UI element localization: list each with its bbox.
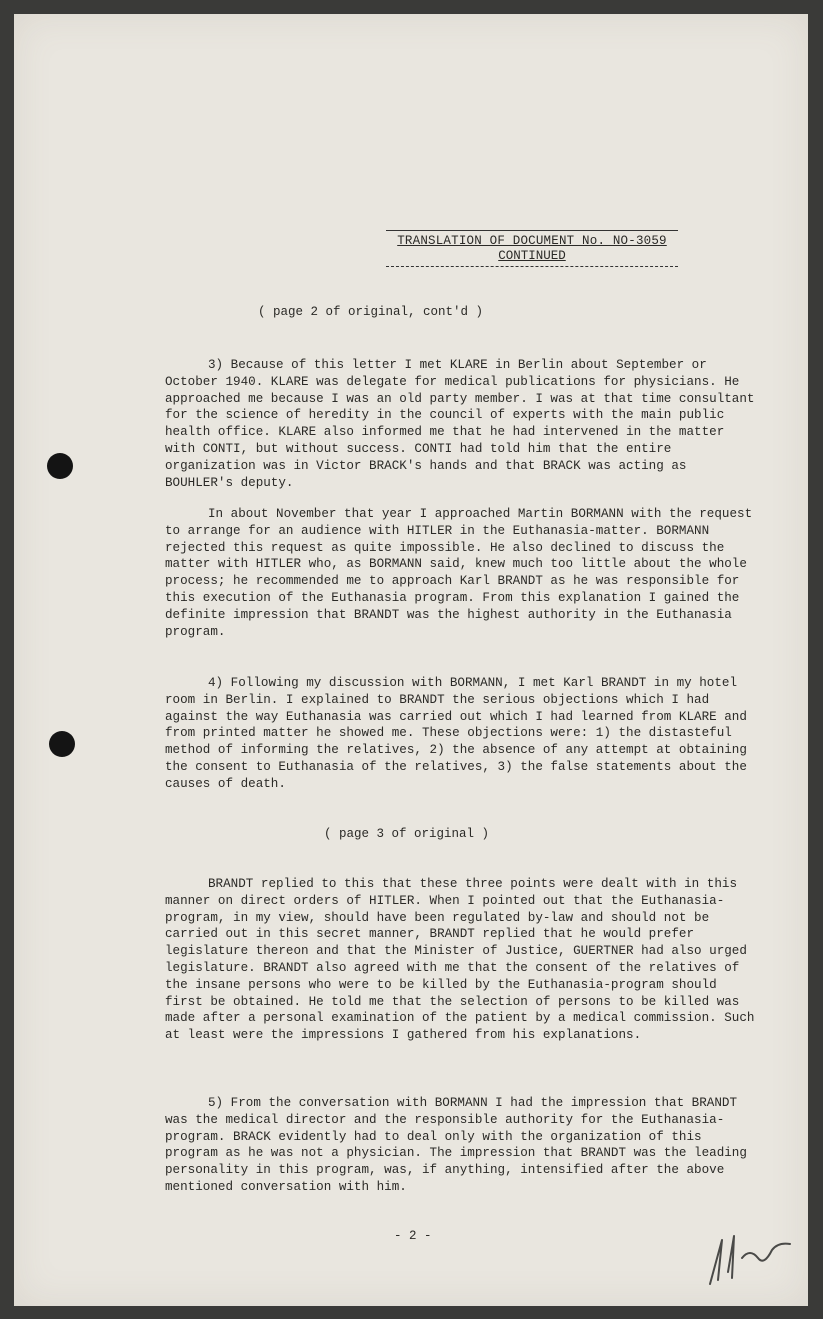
paragraph-3-klare-meeting: 3) Because of this letter I met KLARE in Berlin about September or October 1940. KLARE was delegate for medical publications for physicians. He approached me because I was an old party member. I was at that time consultant for the science of heredity in the council of experts with the main public health office. KLARE also informed me that he had intervened in the matter with CONTI, but without success. CONTI had told him that the entire organization was in Victor BRACK's hands and that BRACK was acting as BOUHLER's deputy.	[165, 358, 755, 490]
page-note-original-2: ( page 2 of original, cont'd )	[258, 305, 484, 319]
paragraph-brandt-reply: BRANDT replied to this that these three points were dealt with in this manner on direct orders of HITLER. When I pointed out that the Euthanasia-program, in my view, should have been regulated by-law and should not be carried out in this secret manner, BRANDT replied that he would prefer legislature thereon and that the Minister of Justice, GUERTNER had also urged legislature. BRANDT also agreed with me that the consent of the relatives of the insane persons who were to be killed by the Euthanasia-program should first be obtained. He told me that the selection of persons to be killed was made after a personal examination of the patient by a medical commission. Such at least were the impressions I gathered from his explanations.	[165, 877, 755, 1043]
handwritten-initials	[698, 1228, 794, 1288]
header-bottom-rule	[386, 266, 678, 267]
punch-hole-upper	[47, 453, 73, 479]
paragraph-5-conclusion: 5) From the conversation with BORMANN I had the impression that BRANDT was the medical director and the responsible authority for the Euthanasia-program. BRACK evidently had to deal only with the organization of this program as he was not a physician. The impression that BRANDT was the leading personality in this program, was, if anything, intensified after the above mentioned conversation with him.	[165, 1096, 747, 1194]
page-note-original-3: ( page 3 of original )	[324, 827, 490, 841]
document-title: TRANSLATION OF DOCUMENT No. NO-3059	[397, 234, 667, 248]
punch-hole-lower	[49, 731, 75, 757]
page-number: - 2 -	[394, 1229, 432, 1243]
document-subtitle: CONTINUED	[498, 249, 566, 263]
document-header	[386, 230, 678, 267]
document-page	[14, 14, 808, 1306]
header-top-rule	[386, 230, 678, 231]
paragraph-4-brandt-meeting: 4) Following my discussion with BORMANN, I met Karl BRANDT in my hotel room in Berlin. I explained to BRANDT the serious objections which I had against the way Euthanasia was carried out which I had learned from KLARE and from printed matter he showed me. These objections were: 1) the distasteful method of informing the relatives, 2) the absence of any attempt at obtaining the consent to Euthanasia of the relatives, 3) the false statements about the causes of death.	[165, 676, 747, 791]
paragraph-bormann-request: In about November that year I approached Martin BORMANN with the request to arrange for an audience with HITLER in the Euthanasia-matter. BORMANN rejected this request as quite impossible. He also declined to discuss the matter with HITLER who, as BORMANN said, knew much too little about the whole process; he recommended me to approach Karl BRANDT as he was responsible for this execution of the Euthanasia program. From this explanation I gained the definite impression that BRANDT was the highest authority in the Euthanasia program.	[165, 507, 753, 639]
